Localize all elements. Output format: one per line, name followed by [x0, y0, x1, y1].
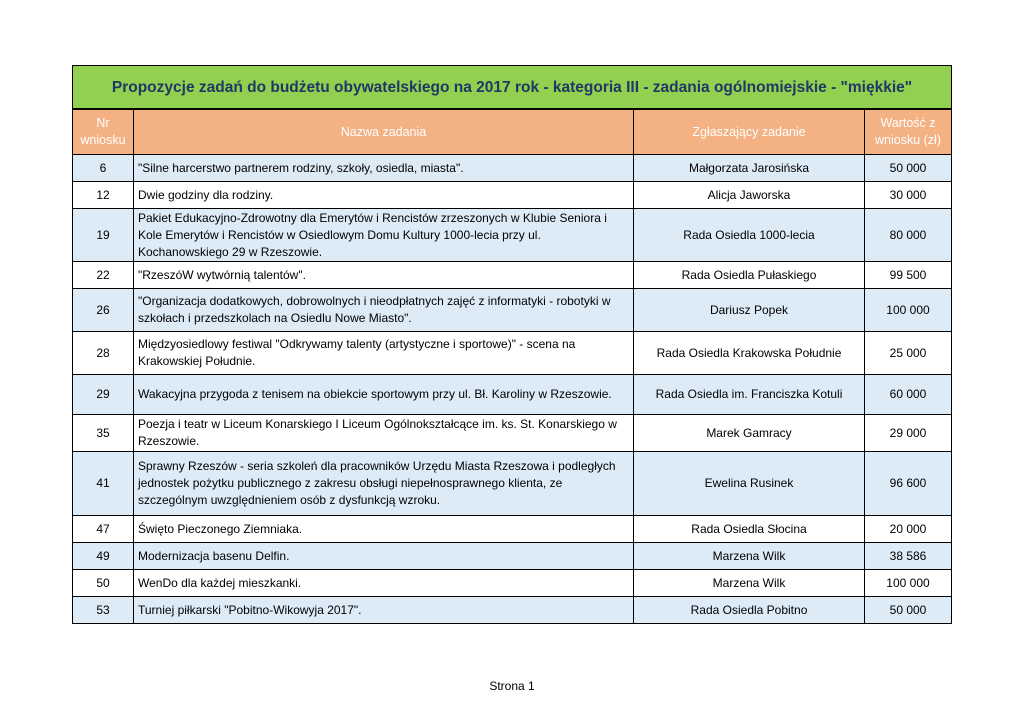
- cell-value: 25 000: [865, 332, 952, 375]
- cell-submitter: Ewelina Rusinek: [634, 452, 865, 516]
- cell-submitter: Rada Osiedla Pułaskiego: [634, 262, 865, 289]
- table-row: [73, 543, 952, 570]
- cell-value: 50 000: [865, 597, 952, 624]
- cell-submitter: Rada Osiedla Pobitno: [634, 597, 865, 624]
- cell-nr: 50: [73, 570, 134, 597]
- cell-value: 96 600: [865, 452, 952, 516]
- table-row: [73, 415, 952, 452]
- cell-submitter: Marek Gamracy: [634, 415, 865, 452]
- cell-submitter: Rada Osiedla Słocina: [634, 516, 865, 543]
- cell-value: 99 500: [865, 262, 952, 289]
- cell-task-name: Turniej piłkarski "Pobitno-Wikowyja 2017".: [134, 597, 634, 624]
- cell-submitter: Rada Osiedla 1000-lecia: [634, 209, 865, 262]
- cell-submitter: Rada Osiedla im. Franciszka Kotuli: [634, 375, 865, 415]
- cell-task-name: Wakacyjna przygoda z tenisem na obiekcie sportowym przy ul. Bł. Karoliny w Rzeszowie.: [134, 375, 634, 415]
- table-row: [73, 570, 952, 597]
- table-row: [73, 289, 952, 332]
- table-row: [73, 597, 952, 624]
- cell-task-name: Modernizacja basenu Delfin.: [134, 543, 634, 570]
- cell-nr: 35: [73, 415, 134, 452]
- cell-value: 29 000: [865, 415, 952, 452]
- table-row: [73, 262, 952, 289]
- budget-table: [72, 65, 952, 624]
- cell-task-name: Sprawny Rzeszów - seria szkoleń dla pracowników Urzędu Miasta Rzeszowa i podległych jednostek pożytku publicznego z zakresu obsługi niepełnosprawnego klienta, ze szczególnym uwzględnieniem osób z dysfunkcją wzroku.: [134, 452, 634, 516]
- cell-task-name: WenDo dla każdej mieszkanki.: [134, 570, 634, 597]
- cell-nr: 6: [73, 155, 134, 182]
- header-value: Wartość z wniosku (zł): [865, 109, 952, 155]
- cell-nr: 26: [73, 289, 134, 332]
- table-row: [73, 375, 952, 415]
- cell-submitter: Dariusz Popek: [634, 289, 865, 332]
- cell-task-name: "Silne harcerstwo partnerem rodziny, szkoły, osiedla, miasta".: [134, 155, 634, 182]
- cell-value: 50 000: [865, 155, 952, 182]
- cell-nr: 49: [73, 543, 134, 570]
- cell-value: 38 586: [865, 543, 952, 570]
- cell-nr: 53: [73, 597, 134, 624]
- cell-value: 80 000: [865, 209, 952, 262]
- cell-task-name: Święto Pieczonego Ziemniaka.: [134, 516, 634, 543]
- cell-value: 20 000: [865, 516, 952, 543]
- table-row: [73, 182, 952, 209]
- budget-table-sheet: [72, 65, 951, 624]
- cell-task-name: Pakiet Edukacyjno-Zdrowotny dla Emerytów i Rencistów zrzeszonych w Klubie Seniora i Kole Emerytów i Rencistów w Osiedlowym Domu Kultury 1000-lecia przy ul. Kochanowskiego 29 w Rzeszowie.: [134, 209, 634, 262]
- cell-task-name: Międzyosiedlowy festiwal "Odkrywamy talenty (artystyczne i sportowe)" - scena na Krakowskiej Południe.: [134, 332, 634, 375]
- table-row: [73, 155, 952, 182]
- cell-task-name: "Organizacja dodatkowych, dobrowolnych i nieodpłatnych zajęć z informatyki - robotyki w szkołach i przedszkolach na Osiedlu Nowe Miasto".: [134, 289, 634, 332]
- cell-submitter: Rada Osiedla Krakowska Południe: [634, 332, 865, 375]
- cell-nr: 12: [73, 182, 134, 209]
- table-row: [73, 332, 952, 375]
- cell-nr: 41: [73, 452, 134, 516]
- cell-value: 60 000: [865, 375, 952, 415]
- table-row: [73, 209, 952, 262]
- cell-value: 100 000: [865, 570, 952, 597]
- cell-task-name: "RzeszóW wytwórnią talentów".: [134, 262, 634, 289]
- page-footer: Strona 1: [489, 679, 535, 693]
- cell-task-name: Poezja i teatr w Liceum Konarskiego I Liceum Ogólnokształcące im. ks. St. Konarskiego w Rzeszowie.: [134, 415, 634, 452]
- cell-task-name: Dwie godziny dla rodziny.: [134, 182, 634, 209]
- header-name: Nazwa zadania: [134, 109, 634, 155]
- cell-nr: 29: [73, 375, 134, 415]
- cell-nr: 19: [73, 209, 134, 262]
- table-title: Propozycje zadań do budżetu obywatelskiego na 2017 rok - kategoria III - zadania ogólnomiejskie - "miękkie": [73, 66, 952, 110]
- table-body: [73, 155, 952, 624]
- cell-submitter: Alicja Jaworska: [634, 182, 865, 209]
- table-row: [73, 452, 952, 516]
- cell-nr: 47: [73, 516, 134, 543]
- table-row: [73, 516, 952, 543]
- header-nr: Nr wniosku: [73, 109, 134, 155]
- cell-value: 100 000: [865, 289, 952, 332]
- cell-submitter: Marzena Wilk: [634, 570, 865, 597]
- header-submitter: Zgłaszający zadanie: [634, 109, 865, 155]
- cell-nr: 22: [73, 262, 134, 289]
- cell-submitter: Małgorzata Jarosińska: [634, 155, 865, 182]
- cell-submitter: Marzena Wilk: [634, 543, 865, 570]
- cell-nr: 28: [73, 332, 134, 375]
- cell-value: 30 000: [865, 182, 952, 209]
